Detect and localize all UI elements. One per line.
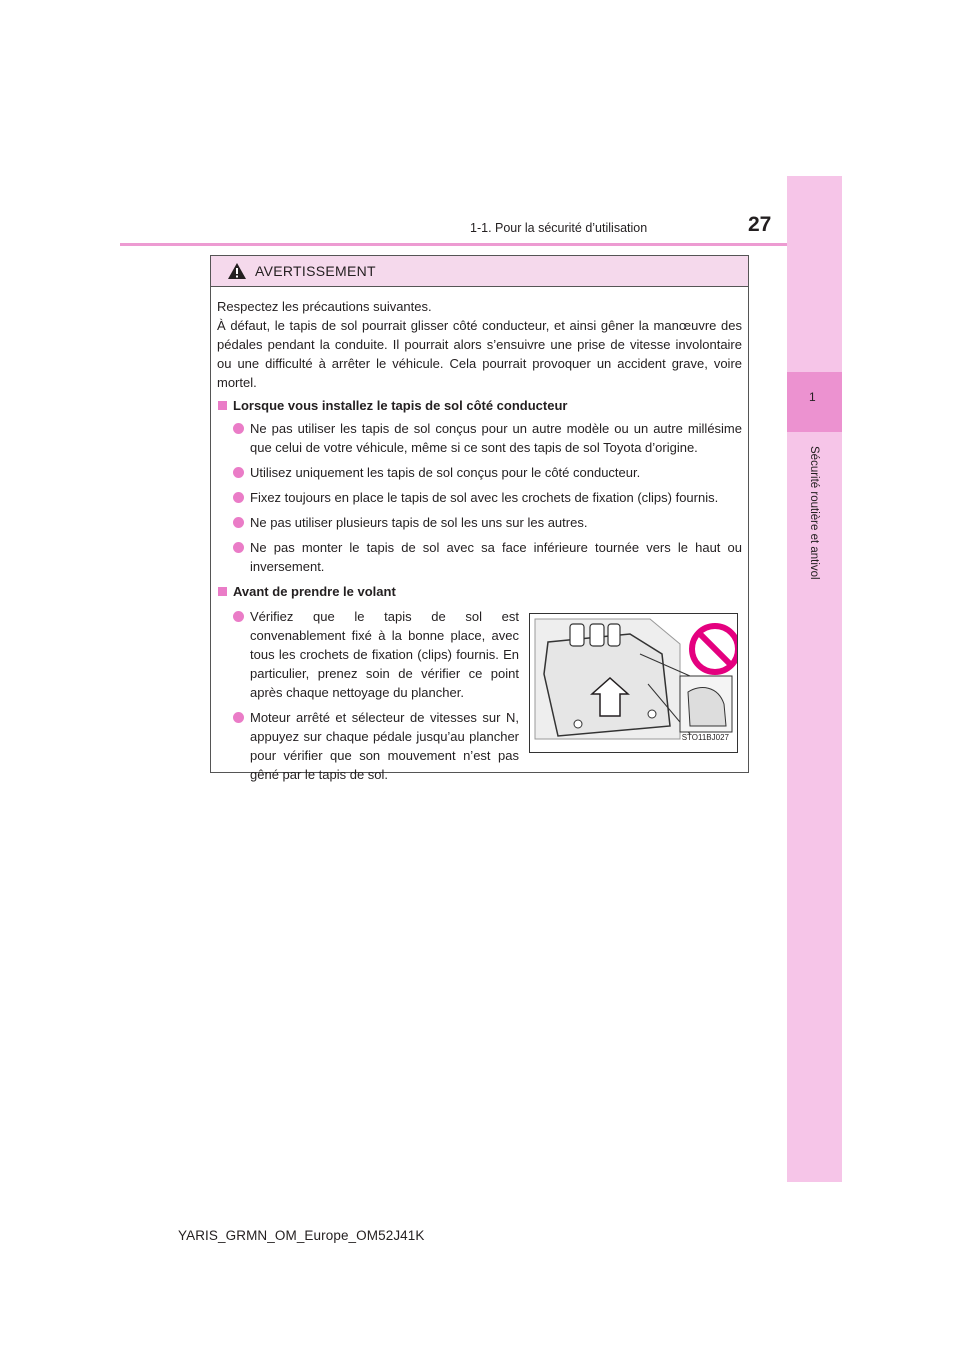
bullet-dot-icon <box>233 517 244 528</box>
intro-line-2: À défaut, le tapis de sol pourrait glisser côté conducteur, et ainsi gêner la manœuvre des pédales pendant la conduite. Il pourrait alors s’ensuivre une prise de vitesse involontaire ou une difficulté à arrêter le véhicule. Cela pourrait provoquer un accident grave, voire mortel. <box>217 318 742 390</box>
section1-heading-text: Lorsque vous installez le tapis de sol côté conducteur <box>233 398 568 413</box>
floor-mat-illustration <box>529 613 738 753</box>
square-bullet-icon <box>218 401 227 410</box>
page-number: 27 <box>748 213 772 236</box>
list-item <box>217 488 742 507</box>
warning-intro <box>217 297 742 392</box>
square-bullet-icon <box>218 587 227 596</box>
chapter-title-text: Sécurité routière et antivol <box>808 446 820 580</box>
chapter-title <box>803 446 825 646</box>
list-item <box>217 463 742 482</box>
list-item-text: Ne pas monter le tapis de sol avec sa face inférieure tournée vers le haut ou inversement. <box>250 540 742 574</box>
warning-body <box>211 287 748 790</box>
bullet-dot-icon <box>233 712 244 723</box>
bullet-dot-icon <box>233 467 244 478</box>
list-item-text: Moteur arrêté et sélecteur de vitesses sur N, appuyez sur chaque pédale jusqu’au plancher pour vérifier que son mouvement n’est pas gêné par le tapis de sol. <box>250 710 519 782</box>
list-item <box>217 419 742 457</box>
intro-line-1: Respectez les précautions suivantes. <box>217 299 432 314</box>
section2-content <box>217 607 742 790</box>
bullet-dot-icon <box>233 423 244 434</box>
warning-title: AVERTISSEMENT <box>255 263 376 279</box>
section2-heading-text: Avant de prendre le volant <box>233 584 396 599</box>
list-item <box>217 538 742 576</box>
list-item <box>217 607 519 702</box>
section2-list <box>217 607 519 790</box>
list-item-text: Utilisez uniquement les tapis de sol conçus pour le côté conducteur. <box>250 465 641 480</box>
header-divider <box>120 243 842 246</box>
section1-heading <box>217 396 742 415</box>
bullet-dot-icon <box>233 611 244 622</box>
warning-triangle-icon <box>227 262 247 280</box>
list-item-text: Vérifiez que le tapis de sol est convenablement fixé à la bonne place, avec tous les crochets de fixation (clips) fournis. En particulier, prenez soin de vérifier ce point après chaque nettoyage du plancher. <box>250 609 519 700</box>
section-title: 1-1. Pour la sécurité d’utilisation <box>470 221 648 235</box>
list-item-text: Ne pas utiliser plusieurs tapis de sol les uns sur les autres. <box>250 515 588 530</box>
warning-box <box>210 255 749 782</box>
bullet-dot-icon <box>233 492 244 503</box>
list-item <box>217 513 742 532</box>
list-item-text: Ne pas utiliser les tapis de sol conçus pour un autre modèle ou un autre millésime que celui de votre véhicule, même si ce sont des tapis de sol Toyota d’origine. <box>250 421 742 455</box>
footer-doc-id: YARIS_GRMN_OM_Europe_OM52J41K <box>178 1228 425 1243</box>
chapter-number: 1 <box>809 390 816 404</box>
list-item-text: Fixez toujours en place le tapis de sol avec les crochets de fixation (clips) fournis. <box>250 490 719 505</box>
section2-heading <box>217 582 742 601</box>
list-item <box>217 708 519 784</box>
side-tab <box>787 176 842 1182</box>
illustration-code: STO11BJ027 <box>681 733 729 742</box>
bullet-dot-icon <box>233 542 244 553</box>
warning-header <box>211 256 748 287</box>
